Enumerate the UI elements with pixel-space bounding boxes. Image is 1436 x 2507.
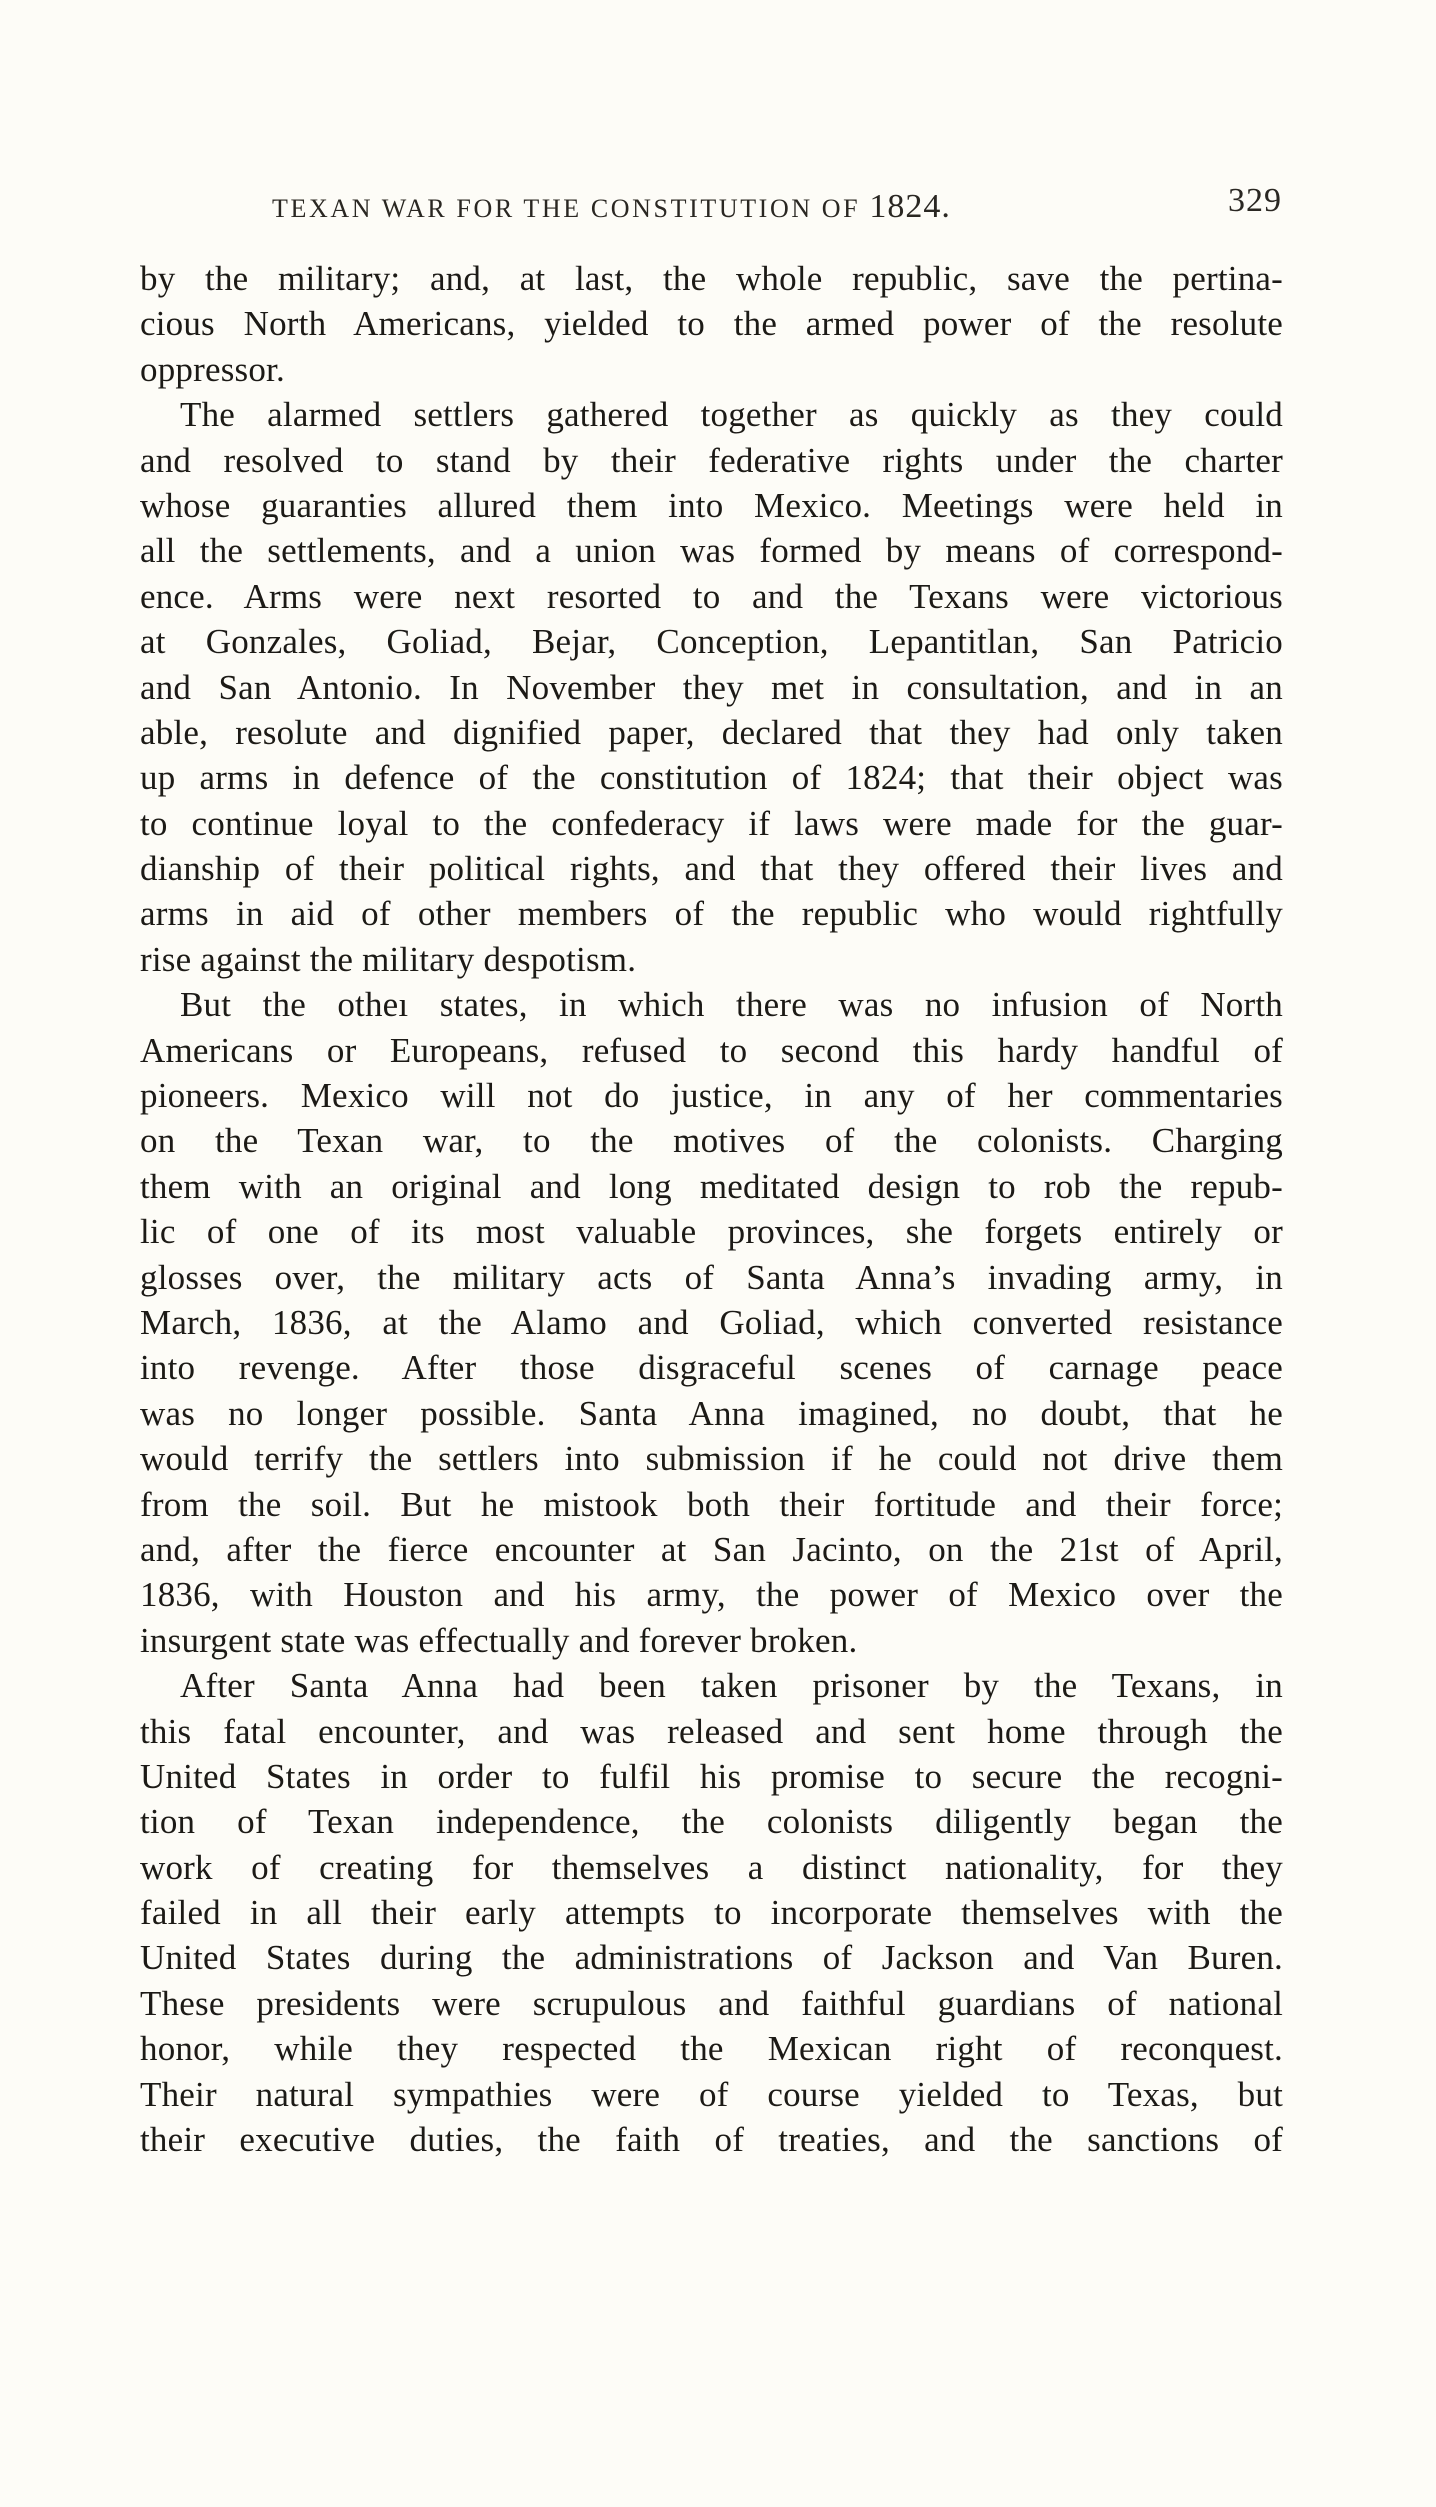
running-title-year: 1824.: [869, 188, 951, 225]
text-line: able, resolute and dignified paper, declared that they had only taken: [140, 712, 1283, 752]
text-line: March, 1836, at the Alamo and Goliad, which converted resistance: [140, 1302, 1283, 1342]
text-line: lic of one of its most valuable provinces, she forgets entirely or: [140, 1212, 1283, 1252]
text-line: into revenge. After those disgraceful scenes of carnage peace: [140, 1348, 1283, 1388]
text-line: to continue loyal to the confederacy if laws were made for the guar-: [140, 803, 1283, 843]
text-line: cious North Americans, yielded to the armed power of the resolute: [140, 304, 1283, 344]
text-line: at Gonzales, Goliad, Bejar, Conception, Lepantitlan, San Patricio: [140, 622, 1283, 662]
text-line: 1836, with Houston and his army, the power of Mexico over the: [140, 1575, 1283, 1615]
text-line: would terrify the settlers into submission if he could not drive them: [140, 1439, 1283, 1479]
text-line: their executive duties, the faith of treaties, and the sanctions of: [140, 2120, 1283, 2160]
text-line: this fatal encounter, and was released and sent home through the: [140, 1711, 1283, 1751]
text-line: United States in order to fulfil his promise to secure the recogni-: [140, 1756, 1283, 1796]
text-line: Their natural sympathies were of course yielded to Texas, but: [140, 2074, 1283, 2114]
text-line: pioneers. Mexico will not do justice, in any of her commentaries: [140, 1076, 1283, 1116]
text-line: failed in all their early attempts to incorporate themselves with the: [140, 1893, 1283, 1933]
text-line: from the soil. But he mistook both their fortitude and their force;: [140, 1484, 1283, 1524]
text-line: dianship of their political rights, and that they offered their lives and: [140, 849, 1283, 889]
text-line: whose guaranties allured them into Mexico. Meetings were held in: [140, 485, 1283, 525]
text-line: all the settlements, and a union was formed by means of correspond-: [140, 531, 1283, 571]
text-line: and San Antonio. In November they met in consultation, and in an: [140, 667, 1283, 707]
text-line: by the military; and, at last, the whole republic, save the pertina-: [140, 259, 1283, 298]
running-title: [272, 188, 951, 226]
text-line: honor, while they respected the Mexican right of reconquest.: [140, 2029, 1283, 2069]
text-line: ence. Arms were next resorted to and the Texans were victorious: [140, 576, 1283, 616]
text-line: on the Texan war, to the motives of the colonists. Charging: [140, 1121, 1283, 1161]
text-line: But the otheı states, in which there was no infusion of North: [180, 985, 1283, 1025]
text-line: oppressor.: [140, 349, 285, 389]
text-line: rise against the military despotism.: [140, 939, 637, 979]
text-line: arms in aid of other members of the republic who would rightfully: [140, 894, 1283, 934]
text-line: and, after the fierce encounter at San Jacinto, on the 21st of April,: [140, 1529, 1283, 1569]
running-title-text: TEXAN WAR FOR THE CONSTITUTION OF: [272, 194, 861, 223]
text-line: Americans or Europeans, refused to second this hardy handful of: [140, 1030, 1283, 1070]
running-head: [272, 182, 1282, 225]
text-line: was no longer possible. Santa Anna imagined, no doubt, that he: [140, 1393, 1283, 1433]
text-line: work of creating for themselves a distinct nationality, for they: [140, 1847, 1283, 1887]
text-line: tion of Texan independence, the colonists diligently began the: [140, 1802, 1283, 1842]
text-line: glosses over, the military acts of Santa Anna’s invading army, in: [140, 1257, 1283, 1297]
text-line: up arms in defence of the constitution of 1824; that their object was: [140, 758, 1283, 798]
text-line: The alarmed settlers gathered together as quickly as they could: [180, 395, 1283, 435]
text-line: After Santa Anna had been taken prisoner by the Texans, in: [180, 1666, 1283, 1706]
text-line: United States during the administrations of Jackson and Van Buren.: [140, 1938, 1283, 1978]
text-line: them with an original and long meditated design to rob the repub-: [140, 1166, 1283, 1206]
text-line: These presidents were scrupulous and faithful guardians of national: [140, 1983, 1283, 2023]
text-line: insurgent state was effectually and forever broken.: [140, 1620, 858, 1660]
page-number: 329: [1228, 182, 1282, 219]
text-line: and resolved to stand by their federative rights under the charter: [140, 440, 1283, 480]
body-text: [140, 256, 1283, 2162]
